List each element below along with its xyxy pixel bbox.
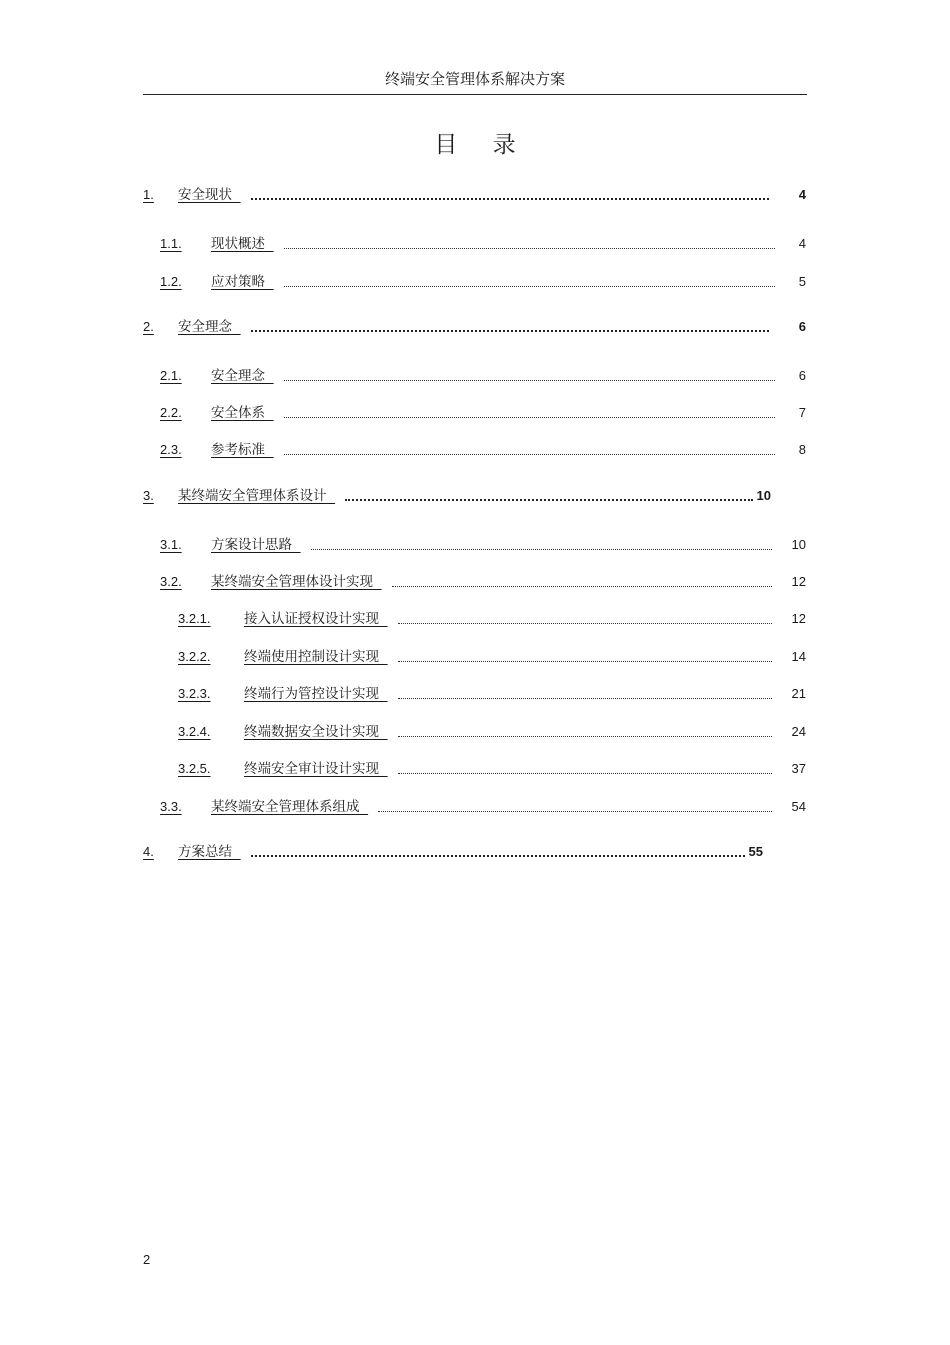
toc-entry-3-2-2[interactable]: [178, 646, 806, 666]
toc-entry-1[interactable]: [143, 184, 806, 204]
toc-entry-title: 安全理念: [211, 368, 265, 384]
toc-entry-number: 4.: [143, 844, 154, 859]
toc-entry-number: 1.1.: [160, 236, 182, 251]
toc-entry-number: 2.: [143, 319, 154, 334]
toc-entry-page: 6: [798, 319, 806, 334]
toc-leader-dots: [284, 379, 775, 381]
toc-entry-title: 终端行为管控设计实现: [244, 686, 379, 702]
toc-entry-2-3[interactable]: [160, 439, 806, 459]
toc-entry-number: 3.2.3.: [178, 686, 211, 701]
toc-entry-number: 3.2.5.: [178, 761, 211, 776]
toc-entry-number: 3.1.: [160, 537, 182, 552]
toc-entry-3[interactable]: [143, 485, 771, 505]
toc-entry-3-3[interactable]: [160, 796, 806, 816]
toc-entry-2-2[interactable]: [160, 402, 806, 422]
toc-entry-page: 10: [791, 537, 806, 552]
toc-entry-page: 7: [798, 405, 806, 420]
toc-entry-number: 3.2.2.: [178, 649, 211, 664]
toc-entry-title: 某终端安全管理体系设计: [178, 488, 327, 504]
toc-leader-dots: [251, 197, 769, 200]
toc-leader-dots: [392, 585, 772, 587]
toc-entry-title: 应对策略: [211, 274, 265, 290]
toc-entry-page: 54: [791, 799, 806, 814]
toc-entry-page: 8: [798, 442, 806, 457]
toc-entry-3-2[interactable]: [160, 571, 806, 591]
toc-leader-dots: [398, 622, 772, 624]
toc-entry-number: 3.3.: [160, 799, 182, 814]
toc-entry-number: 1.: [143, 187, 154, 202]
toc-entry-page: 4: [798, 187, 806, 202]
toc-entry-2-1[interactable]: [160, 365, 806, 385]
toc-entry-number: 3.2.1.: [178, 611, 211, 626]
toc-entry-3-2-5[interactable]: [178, 758, 806, 778]
toc-entry-number: 3.2.4.: [178, 724, 211, 739]
toc-entry-title: 方案设计思路: [211, 537, 292, 553]
toc-entry-page: 14: [791, 649, 806, 664]
toc-leader-dots: [398, 772, 772, 774]
toc-leader-dots: [398, 660, 772, 662]
toc-entry-3-2-4[interactable]: [178, 721, 806, 741]
toc-leader-dots: [378, 810, 771, 812]
toc-entry-page: 12: [791, 574, 806, 589]
toc-entry-page: 12: [791, 611, 806, 626]
toc-entry-number: 1.2.: [160, 274, 182, 289]
toc-entry-3-2-3[interactable]: [178, 683, 806, 703]
toc-leader-dots: [251, 329, 769, 332]
toc-entry-title: 某终端安全管理体系组成: [211, 799, 360, 815]
toc-leader-dots: [251, 854, 745, 857]
toc-entry-4[interactable]: [143, 841, 763, 861]
toc-entry-title: 安全理念: [178, 319, 232, 335]
toc-entry-title: 安全现状: [178, 187, 232, 203]
toc-entry-page: 24: [791, 724, 806, 739]
toc-entry-page: 6: [798, 368, 806, 383]
toc-entry-title: 终端安全审计设计实现: [244, 761, 379, 777]
toc-entry-page: 55: [748, 844, 763, 859]
toc-leader-dots: [284, 453, 775, 455]
toc-entry-page: 10: [756, 488, 771, 503]
toc-entry-title: 方案总结: [178, 844, 232, 860]
toc-entry-number: 2.2.: [160, 405, 182, 420]
toc-entry-title: 某终端安全管理体设计实现: [211, 574, 373, 590]
toc-entry-title: 接入认证授权设计实现: [244, 611, 379, 627]
page-number: 2: [143, 1252, 151, 1267]
toc-leader-dots: [284, 416, 775, 418]
toc-entry-1-2[interactable]: [160, 271, 806, 291]
toc-leader-dots: [284, 247, 775, 249]
toc-entry-title: 终端数据安全设计实现: [244, 724, 379, 740]
toc-entry-page: 4: [798, 236, 806, 251]
toc-entry-title: 安全体系: [211, 405, 265, 421]
toc-entry-number: 2.3.: [160, 442, 182, 457]
toc-entry-3-2-1[interactable]: [178, 608, 806, 628]
toc-entry-3-1[interactable]: [160, 534, 806, 554]
toc-entry-page: 37: [791, 761, 806, 776]
toc-leader-dots: [345, 498, 752, 501]
toc-entry-1-1[interactable]: [160, 233, 806, 253]
toc-entry-title: 终端使用控制设计实现: [244, 649, 379, 665]
toc-entry-2[interactable]: [143, 316, 806, 336]
toc-leader-dots: [311, 548, 772, 550]
running-header: 终端安全管理体系解决方案: [384, 70, 565, 88]
toc-leader-dots: [398, 697, 772, 699]
toc-entry-number: 3.2.: [160, 574, 182, 589]
toc-entry-title: 现状概述: [211, 236, 265, 252]
toc-entry-number: 3.: [143, 488, 154, 503]
toc-heading: 目 录: [434, 132, 530, 158]
toc-entry-number: 2.1.: [160, 368, 182, 383]
toc-leader-dots: [284, 285, 775, 287]
toc-entry-page: 5: [798, 274, 806, 289]
toc-leader-dots: [398, 735, 772, 737]
toc-entry-title: 参考标准: [211, 442, 265, 458]
toc-entry-page: 21: [791, 686, 806, 701]
